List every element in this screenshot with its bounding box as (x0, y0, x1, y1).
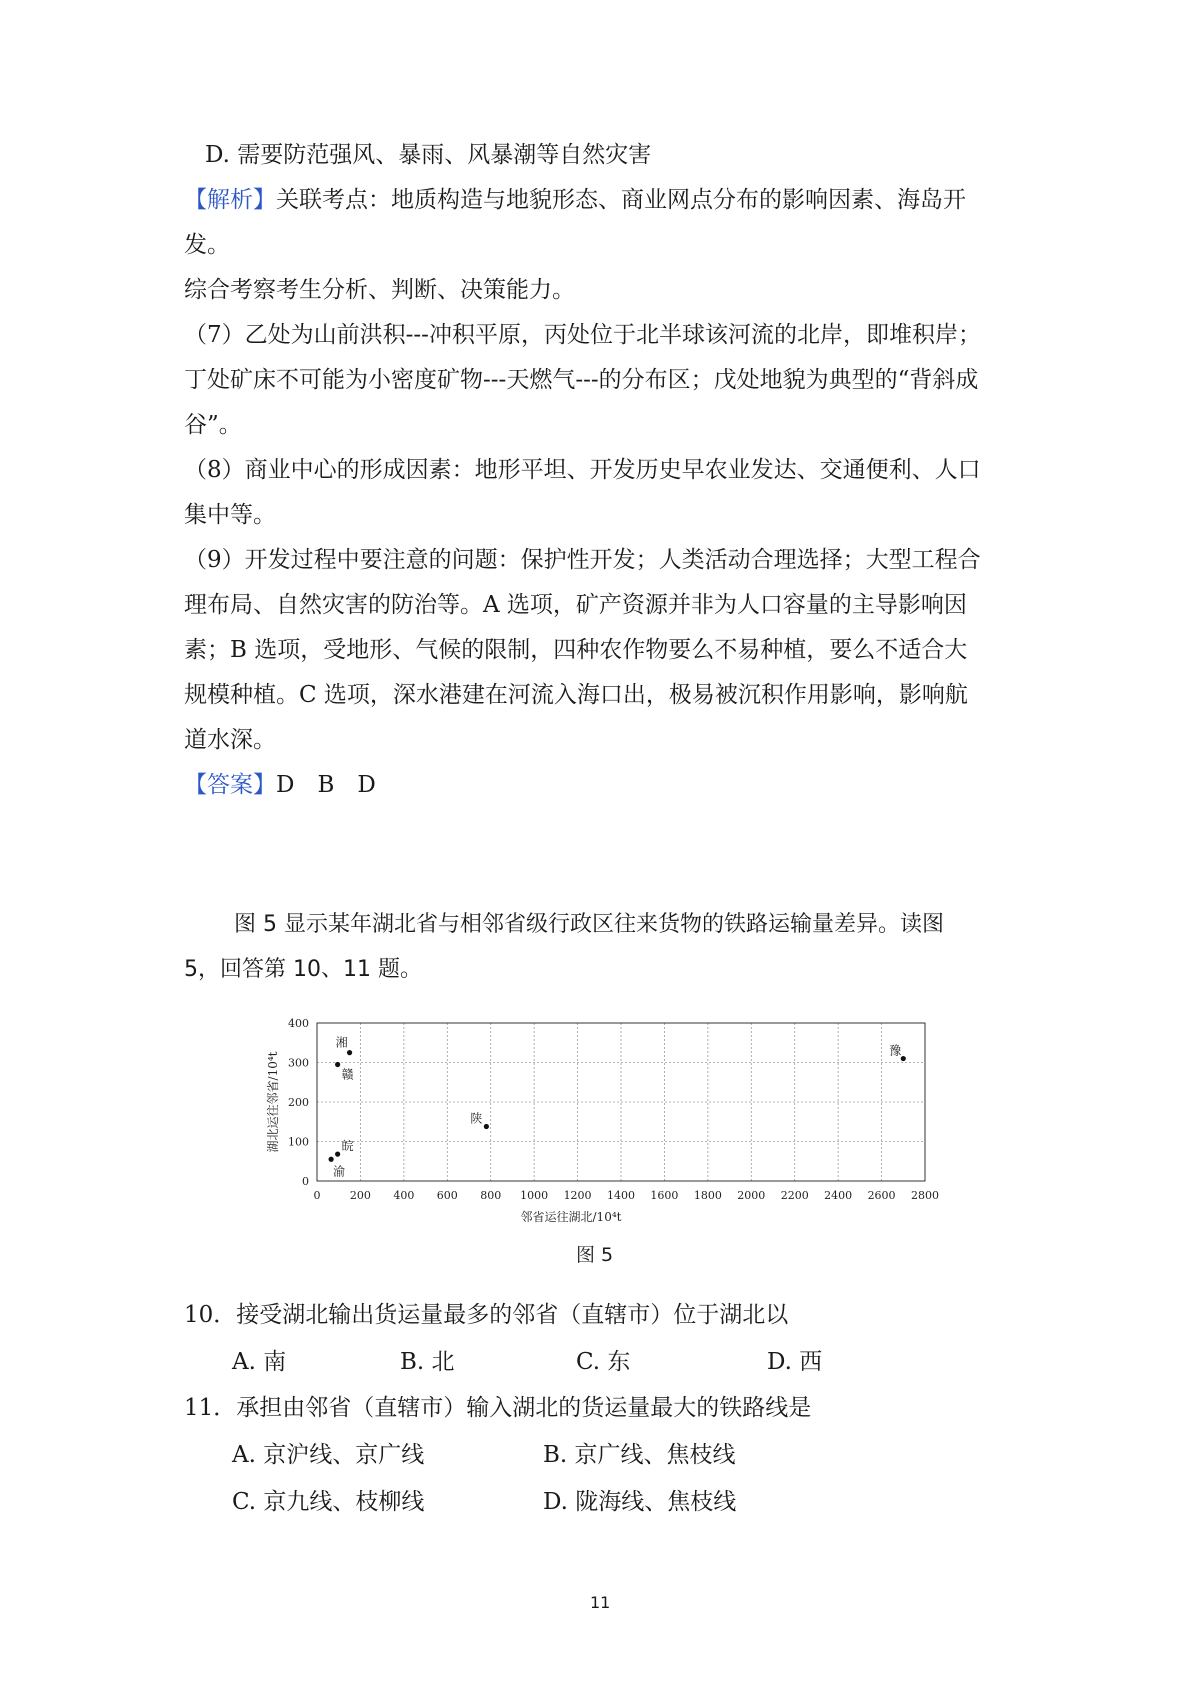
analysis-line-8: 集中等。 (184, 502, 276, 528)
answer-tag: 【答案】 (184, 772, 276, 798)
x-tick-label: 2200 (780, 1189, 809, 1202)
x-tick-label: 2800 (911, 1189, 939, 1202)
figure-caption: 图 5 (576, 1244, 614, 1266)
x-tick-label: 1400 (607, 1189, 635, 1202)
question-text: 接受湖北输出货运量最多的邻省（直辖市）位于湖北以 (236, 1302, 789, 1328)
data-point (335, 1152, 340, 1157)
data-point (347, 1050, 352, 1055)
data-point (329, 1157, 334, 1162)
x-tick-label: 800 (480, 1189, 502, 1202)
analysis-line-2: 发。 (184, 232, 230, 258)
analysis-tag: 【解析】 (184, 187, 276, 213)
data-point-label: 渝 (333, 1164, 346, 1179)
x-tick-label: 1800 (693, 1189, 722, 1202)
q10-option-a: A. 南 (232, 1349, 287, 1375)
q11-option-b: B. 京广线、焦枝线 (543, 1442, 736, 1468)
q11-option-d: D. 陇海线、焦枝线 (543, 1489, 737, 1515)
question-number: 10． (184, 1302, 237, 1328)
analysis-line-1 (184, 185, 966, 215)
intro-line-2: 5，回答第 10、11 题。 (184, 957, 422, 982)
x-tick-label: 2000 (737, 1189, 766, 1202)
x-tick-label: 200 (349, 1189, 371, 1202)
question-text: 承担由邻省（直辖市）输入湖北的货运量最大的铁路线是 (236, 1395, 812, 1421)
data-point (335, 1062, 340, 1067)
y-axis-label: 湖北运往邻省/10⁴t (266, 1051, 280, 1153)
y-tick-label: 0 (302, 1175, 309, 1188)
x-tick-label: 0 (313, 1189, 321, 1202)
analysis-line-11: 素；B 选项，受地形、气候的限制，四种农作物要么不易种植，要么不适合大 (184, 637, 968, 663)
analysis-line-13: 道水深。 (184, 727, 276, 753)
data-point-label: 陕 (470, 1111, 483, 1126)
analysis-line-6: 谷”。 (184, 412, 242, 438)
q10-option-b: B. 北 (400, 1349, 455, 1375)
analysis-line-5: 丁处矿床不可能为小密度矿物---天燃气---的分布区；戊处地貌为典型的“背斜成 (184, 367, 979, 393)
q10-option-c: C. 东 (576, 1349, 631, 1375)
question-10 (184, 1300, 788, 1330)
x-tick-label: 2600 (867, 1189, 896, 1202)
data-point (484, 1124, 489, 1129)
y-tick-label: 300 (288, 1056, 309, 1070)
x-tick-label: 1200 (563, 1189, 592, 1202)
analysis-line-12: 规模种植。C 选项，深水港建在河流入海口出，极易被沉积作用影响，影响航 (184, 682, 968, 708)
analysis-line-3: 综合考察考生分析、判断、决策能力。 (184, 277, 575, 303)
page-number: 11 (590, 1593, 611, 1612)
data-point-label: 皖 (341, 1139, 354, 1154)
data-point-label: 赣 (341, 1067, 354, 1082)
option-d-line: D. 需要防范强风、暴雨、风暴潮等自然灾害 (205, 142, 652, 168)
x-tick-label: 1000 (520, 1189, 549, 1202)
y-tick-label: 400 (288, 1017, 309, 1030)
scatter-chart (265, 1005, 965, 1235)
analysis-line-7: （8）商业中心的形成因素：地形平坦、开发历史早农业发达、交通便利、人口 (184, 457, 981, 483)
q11-option-c: C. 京九线、枝柳线 (232, 1489, 425, 1515)
q11-option-a: A. 京沪线、京广线 (232, 1442, 425, 1468)
q10-option-d: D. 西 (767, 1349, 823, 1375)
x-tick-label: 400 (393, 1189, 415, 1202)
analysis-line-10: 理布局、自然灾害的防治等。A 选项，矿产资源并非为人口容量的主导影响因 (184, 592, 967, 618)
y-tick-label: 200 (288, 1096, 309, 1109)
data-point-label: 豫 (889, 1043, 902, 1058)
question-number: 11． (184, 1395, 237, 1421)
data-point (901, 1056, 906, 1061)
answer-text: D B D (276, 772, 376, 798)
analysis-text: 关联考点：地质构造与地貌形态、商业网点分布的影响因素、海岛开 (276, 187, 966, 213)
analysis-line-4: （7）乙处为山前洪积---冲积平原，丙处位于北半球该河流的北岸，即堆积岸； (184, 322, 981, 348)
answer-line (184, 770, 376, 800)
x-tick-label: 600 (436, 1189, 458, 1202)
x-tick-label: 1600 (650, 1189, 679, 1202)
y-tick-label: 100 (288, 1135, 309, 1149)
x-axis-label: 邻省运往湖北/10⁴t (520, 1210, 622, 1224)
intro-line-1: 图 5 显示某年湖北省与相邻省级行政区往来货物的铁路运输量差异。读图 (234, 912, 944, 937)
data-point-label: 湘 (335, 1035, 348, 1050)
x-tick-label: 2400 (824, 1189, 853, 1202)
analysis-line-9: （9）开发过程中要注意的问题：保护性开发；人类活动合理选择；大型工程合 (184, 547, 981, 573)
question-11 (184, 1393, 811, 1423)
